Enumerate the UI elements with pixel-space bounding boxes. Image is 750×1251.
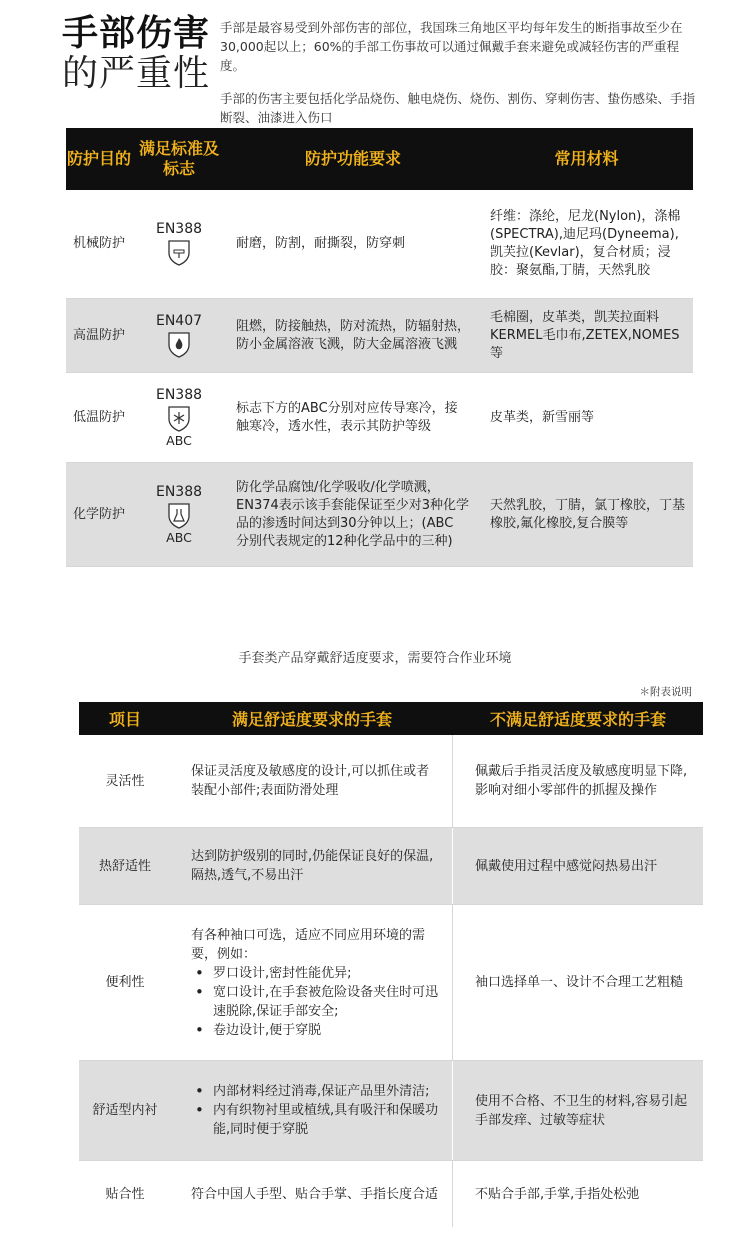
list-item: • 卷边设计,便于穿脱 <box>191 1021 442 1040</box>
standard-cell <box>132 190 226 298</box>
protection-table-header <box>66 128 693 190</box>
header-bad: 不满足舒适度要求的手套 <box>489 710 666 729</box>
materials-cell: 纤维：涤纶，尼龙(Nylon)，涤棉(SPECTRA),迪尼玛(Dyneema),凯芙拉(Kevlar)，复合材质；浸胶：聚氨酯,丁腈，天然乳胶 <box>490 209 681 278</box>
good-cell: 保证灵活度及敏感度的设计,可以抓住或者装配小部件;表面防滑处理 <box>171 735 453 827</box>
purpose-cell: 低温防护 <box>72 409 125 425</box>
title-line-1: 手部伤害 <box>62 13 211 54</box>
bad-cell: 不贴合手部,手掌,手指处松弛 <box>475 1186 640 1202</box>
function-cell: 耐磨，防割，耐撕裂，防穿刺 <box>236 236 406 251</box>
materials-cell: 毛棉圈，皮革类，凯芙拉面料KERMEL毛巾布,ZETEX,NOMES等 <box>490 309 680 361</box>
standard-sub-label: ABC <box>166 530 192 545</box>
table-row <box>79 905 703 1061</box>
standard-code: EN407 <box>155 312 203 329</box>
materials-cell: 天然乳胶，丁腈，氯丁橡胶，丁基橡胶,氟化橡胶,复合膜等 <box>490 497 686 531</box>
purpose-cell: 化学防护 <box>72 506 125 522</box>
purpose-cell: 机械防护 <box>72 236 125 251</box>
bad-cell: 袖口选择单一、设计不合理工艺粗糙 <box>475 975 684 990</box>
comfort-caption: 手套类产品穿戴舒适度要求，需要符合作业环境 <box>238 651 512 666</box>
good-cell <box>171 1061 453 1160</box>
standard-code: EN388 <box>155 221 203 237</box>
header-item: 项目 <box>108 710 141 729</box>
function-cell: 标志下方的ABC分别对应传导寒冷，接触寒冷，透水性，表示其防护等级 <box>236 400 458 434</box>
item-cell: 热舒适性 <box>98 858 151 874</box>
materials-cell: 皮革类，新雪丽等 <box>490 409 595 425</box>
intro-header <box>0 0 750 130</box>
item-cell: 舒适型内衬 <box>92 1103 158 1118</box>
item-cell: 灵活性 <box>105 773 145 789</box>
page-title <box>62 14 210 95</box>
table-row <box>66 299 693 373</box>
good-cell: 达到防护级别的同时,仍能保证良好的保温,隔热,透气,不易出汗 <box>171 828 453 904</box>
flame-shield-icon <box>167 331 191 358</box>
standard-cell <box>132 299 226 372</box>
standard-cell <box>132 463 226 566</box>
standard-sub-label: ABC <box>166 433 192 448</box>
item-cell: 贴合性 <box>105 1186 145 1202</box>
table-row <box>79 735 703 828</box>
hammer-shield-icon <box>167 239 191 266</box>
table-row <box>66 190 693 299</box>
flask-shield-icon <box>167 502 191 529</box>
header-function: 防护功能要求 <box>304 149 401 168</box>
header-purpose: 防护目的 <box>66 149 131 168</box>
table-row <box>79 1161 703 1227</box>
intro-paragraph-2: 手部的伤害主要包括化学品烧伤、触电烧伤、烧伤、割伤、穿刺伤害、蛰伤感染、手指断裂、油漆进入伤口 <box>220 91 696 125</box>
purpose-cell: 高温防护 <box>72 327 125 343</box>
good-intro: 有各种袖口可选，适应不同应用环境的需要，例如： <box>191 927 426 962</box>
snowflake-shield-icon <box>167 405 191 432</box>
good-cell: 符合中国人手型、贴合手掌、手指长度合适 <box>171 1161 453 1227</box>
comfort-table <box>79 702 703 1227</box>
table-row <box>79 828 703 905</box>
header-standard: 满足标准及标志 <box>138 139 219 178</box>
function-cell: 防化学品腐蚀/化学吸收/化学喷溅，EN374表示该手套能保证至少对3种化学品的渗透时间达到30分钟以上；(ABC 分别代表规定的12种化学品中的三种) <box>236 479 470 549</box>
good-bullet-list <box>191 964 442 1040</box>
standard-code: EN388 <box>155 387 203 403</box>
good-cell <box>171 905 453 1060</box>
list-item: • 宽口设计,在手套被危险设备夹住时可迅速脱除,保证手部安全; <box>191 983 442 1021</box>
comfort-note: ＊附表说明 <box>639 686 692 698</box>
standard-code: EN388 <box>155 484 203 500</box>
table-row <box>66 373 693 463</box>
table-row <box>66 463 693 567</box>
header-good: 满足舒适度要求的手套 <box>231 710 392 729</box>
header-materials: 常用材料 <box>554 149 619 168</box>
list-item: • 内部材料经过消毒,保证产品里外清洁; <box>191 1082 442 1101</box>
intro-paragraph-1: 手部是最容易受到外部伤害的部位，我国珠三角地区平均每年发生的断指事故至少在30,000起以上；60%的手部工伤事故可以通过佩戴手套来避免或减轻伤害的严重程度。 <box>220 20 683 73</box>
bad-cell: 使用不合格、不卫生的材料,容易引起手部发痒、过敏等症状 <box>475 1093 688 1128</box>
bad-cell: 佩戴使用过程中感觉闷热易出汗 <box>475 858 658 874</box>
protection-table <box>66 128 693 567</box>
bad-cell: 佩戴后手指灵活度及敏感度明显下降,影响对细小零部件的抓握及操作 <box>475 764 688 798</box>
list-item: • 罗口设计,密封性能优异; <box>191 964 442 983</box>
list-item: • 内有织物衬里或植绒,具有吸汗和保暖功能,同时便于穿脱 <box>191 1101 442 1139</box>
title-line-2: 的严重性 <box>62 53 211 95</box>
function-cell: 阻燃，防接触热，防对流热，防辐射热，防小金属溶液飞溅，防大金属溶液飞溅 <box>236 318 471 352</box>
standard-cell <box>132 373 226 462</box>
item-cell: 便利性 <box>105 975 145 990</box>
good-bullet-list <box>191 1082 442 1139</box>
comfort-table-header <box>79 702 703 735</box>
table-row <box>79 1061 703 1161</box>
